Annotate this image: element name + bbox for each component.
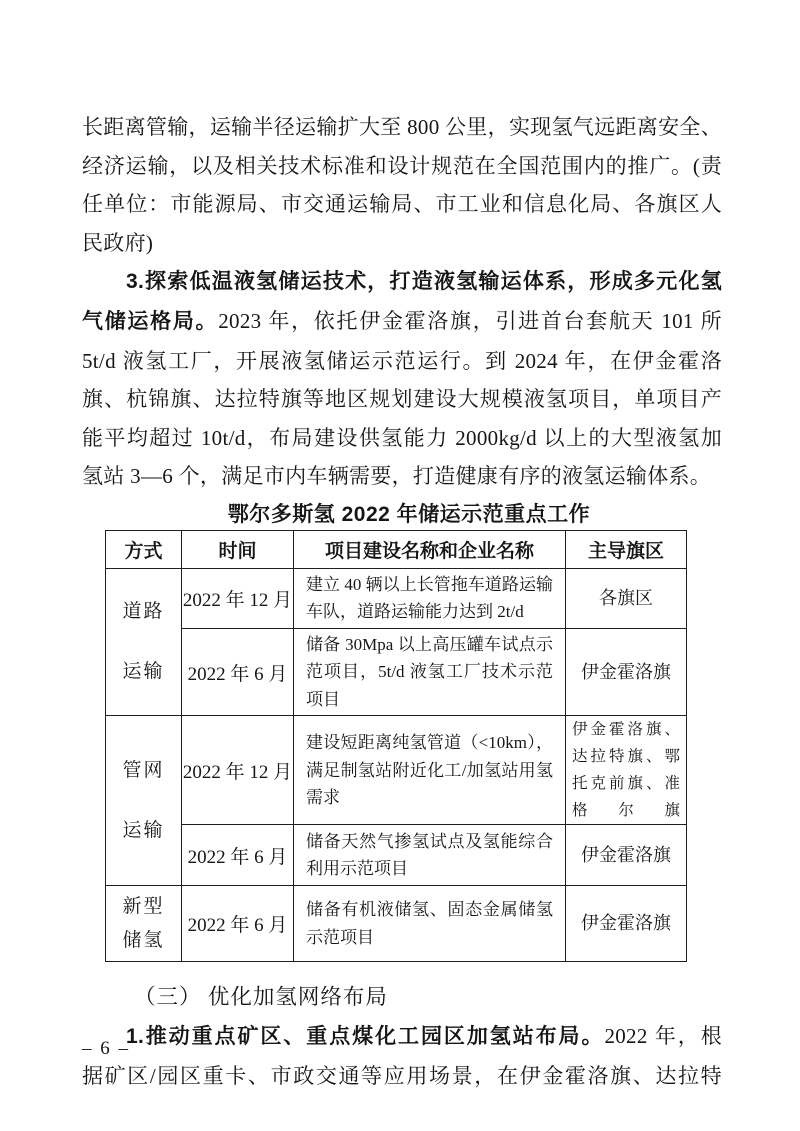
paragraph-liquid-hydrogen: [82, 262, 722, 496]
mode-label: [106, 897, 181, 951]
text-run: 能平均超过 10t/d，布局建设供氢能力 2000kg/d 以上的大型液氢加: [82, 425, 722, 450]
table-row: [106, 825, 687, 886]
time-cell: 2022 年 6 月: [182, 825, 294, 886]
mode-cell: [106, 716, 182, 886]
text-run: 长距离管输，运输半径运输扩大至 800 公里，实现氢气远距离安全、: [82, 115, 722, 139]
text-run: 5t/d 液氢工厂，开展液氢储运示范运行。到 2024 年，在伊金霍洛: [82, 348, 722, 373]
mode-cell: [106, 886, 182, 962]
region-cell: 伊金霍洛旗: [566, 886, 687, 962]
text-run: 民政府): [82, 230, 154, 255]
mode-line: 道路: [122, 601, 165, 623]
section-heading: （三） 优化加氢网络布局: [134, 985, 388, 1010]
mode-cell: [106, 568, 182, 716]
text-line: [82, 224, 722, 263]
bold-text-run: 3.探索低温液氢储运技术，打造液氢输运体系，形成多元化氢: [126, 270, 722, 294]
column-header: 主导旗区: [566, 530, 687, 568]
text-line: [82, 262, 722, 302]
time-cell: 2022 年 6 月: [182, 628, 294, 716]
mode-line: 管网: [122, 759, 165, 781]
text-run: 氢站 3—6 个，满足市内车辆需要，打造健康有序的液氢运输体系。: [82, 464, 712, 489]
mode-line: 新型: [122, 895, 165, 917]
text-line: [82, 302, 722, 342]
bold-text-run: 1.推动重点矿区、重点煤化工园区加氢站布局。: [126, 1025, 605, 1049]
region-cell: 伊金霍洛旗、达拉特旗、鄂托克前旗、准格尔旗: [566, 716, 687, 825]
column-header: 时间: [182, 530, 294, 568]
table-row: [106, 568, 687, 628]
document-body: [82, 108, 722, 1095]
text-line: [82, 1057, 722, 1096]
region-cell: 伊金霍洛旗: [566, 825, 687, 886]
column-header: 方式: [106, 530, 182, 568]
time-cell: 2022 年 12 月: [182, 716, 294, 825]
project-cell: 储备 30Mpa 以上高压罐车试点示范项目，5t/d 液氢工厂技术示范项目: [294, 628, 566, 716]
table-row: [106, 886, 687, 962]
text-line: [82, 1017, 722, 1057]
text-run: 任单位：市能源局、市交通运输局、市工业和信息化局、各旗区人: [82, 192, 722, 217]
table-header-row: [106, 530, 687, 568]
text-line: [82, 380, 722, 419]
paragraph-station-layout: [82, 1017, 722, 1095]
text-run: 据矿区/园区重卡、市政交通等应用场景，在伊金霍洛旗、达拉特: [82, 1063, 722, 1088]
table-row: [106, 628, 687, 716]
mode-label: [106, 761, 181, 841]
paragraph-continuation: [82, 108, 722, 262]
column-header: 项目建设名称和企业名称: [294, 530, 566, 568]
text-run: 2022 年，根: [604, 1024, 722, 1049]
table-row: [106, 716, 687, 825]
text-line: [82, 342, 722, 381]
page-number: – 6 –: [82, 1038, 130, 1059]
region-cell: 各旗区: [566, 568, 687, 628]
table-body: [106, 568, 687, 962]
text-run: 2023 年，依托伊金霍洛旗，引进首台套航天 101 所: [218, 308, 722, 333]
text-line: [82, 419, 722, 458]
project-cell: 建设短距离纯氢管道（<10km），满足制氢站附近化工/加氢站用氢需求: [294, 716, 566, 825]
bold-text-run: 气储运格局。: [82, 309, 219, 333]
table-title: 鄂尔多斯氢 2022 年储运示范重点工作: [227, 502, 591, 526]
text-line: [82, 108, 722, 147]
text-run: 旗、杭锦旗、达拉特旗等地区规划建设大规模液氢项目，单项目产: [82, 387, 722, 412]
mode-line: 储氢: [122, 929, 165, 951]
project-cell: 储备天然气掺氢试点及氢能综合利用示范项目: [294, 825, 566, 886]
project-cell: 储备有机液储氢、固态金属储氢示范项目: [294, 886, 566, 962]
mode-line: 运输: [122, 661, 165, 683]
region-cell: 伊金霍洛旗: [566, 628, 687, 716]
mode-line: 运输: [122, 819, 165, 841]
text-line: [82, 147, 722, 186]
storage-demo-table: [105, 530, 687, 963]
text-run: 经济运输，以及相关技术标准和设计规范在全国范围内的推广。(责: [82, 153, 722, 178]
mode-label: [106, 602, 181, 682]
time-cell: 2022 年 6 月: [182, 886, 294, 962]
text-line: [82, 457, 722, 496]
project-cell: 建立 40 辆以上长管拖车道路运输车队，道路运输能力达到 2t/d: [294, 568, 566, 628]
text-line: [82, 185, 722, 224]
table-header: [106, 530, 687, 568]
time-cell: 2022 年 12 月: [182, 568, 294, 628]
